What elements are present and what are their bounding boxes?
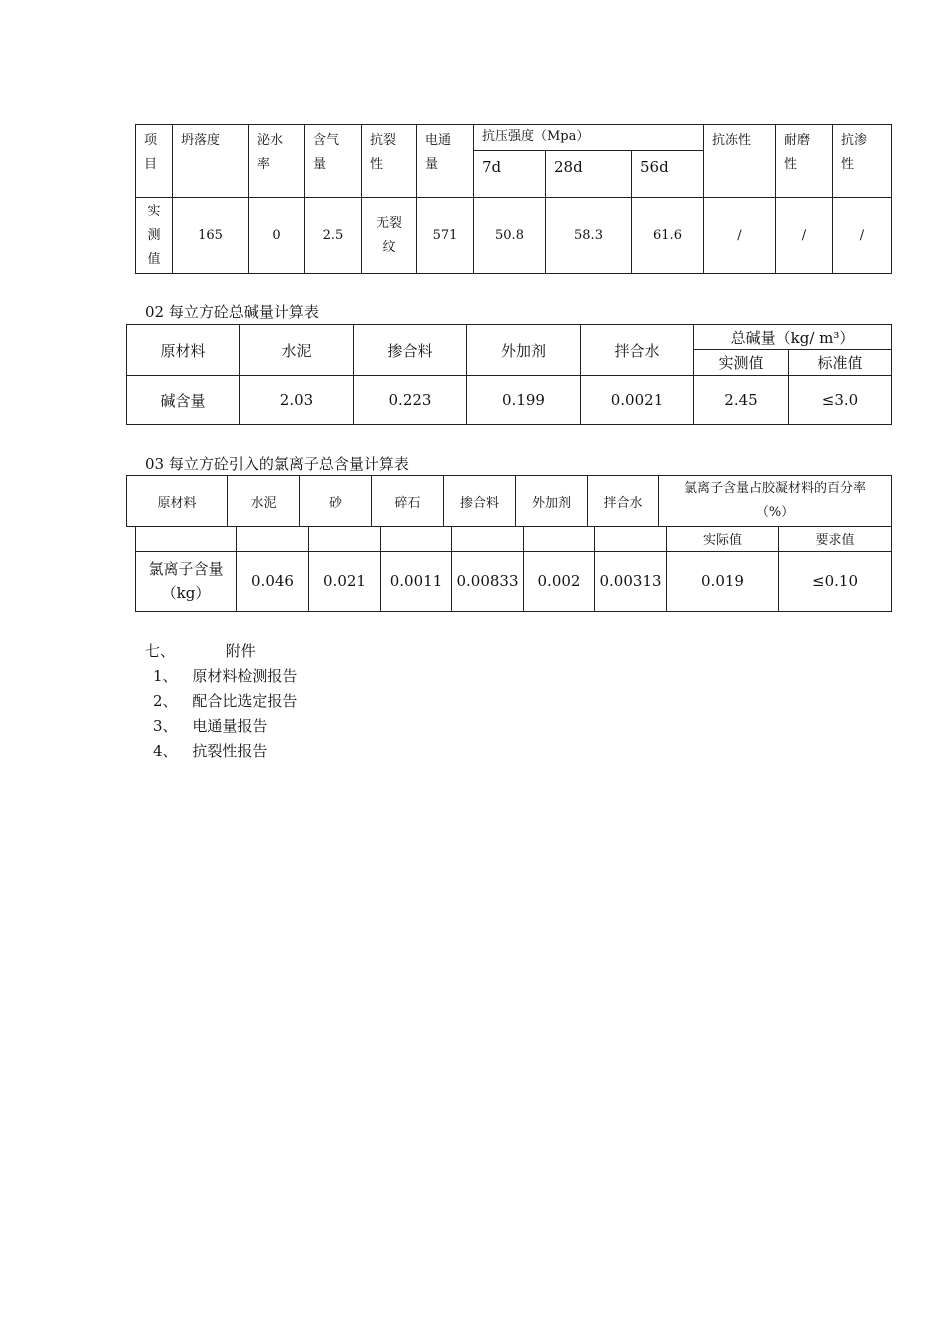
- header-additive: 外加剂: [467, 325, 581, 376]
- strength-28d-value: 58.3: [546, 198, 632, 274]
- heading-number: 七、: [145, 642, 176, 660]
- header-crack: 抗裂 性: [362, 125, 417, 198]
- header-cement: 水泥: [240, 325, 354, 376]
- row-label-measured: 实 测 值: [136, 198, 173, 274]
- crack-value: 无裂 纹: [362, 198, 417, 274]
- air-value: 2.5: [305, 198, 362, 274]
- header-measured: 实测值: [694, 350, 789, 376]
- perm-value: /: [833, 198, 892, 274]
- header-additive: 外加剂: [516, 476, 588, 527]
- header-air: 含气 量: [305, 125, 362, 198]
- header-frost: 抗冻性: [704, 125, 776, 198]
- flux-value: 571: [417, 198, 474, 274]
- water-chloride: 0.00313: [595, 551, 667, 611]
- header-bleed: 泌水 率: [249, 125, 305, 198]
- chloride-table-caption: 03 每立方砼引入的氯离子总含量计算表: [145, 455, 409, 473]
- empty-cell: [309, 526, 381, 551]
- header-material: 原材料: [127, 476, 228, 527]
- attachments-heading: [145, 640, 256, 661]
- header-strength: 抗压强度（Mpa）: [474, 125, 704, 151]
- empty-cell: [595, 526, 667, 551]
- heading-text: 附件: [225, 642, 256, 660]
- header-perm: 抗渗 性: [833, 125, 892, 198]
- water-alkali: 0.0021: [581, 376, 694, 425]
- alkali-table-caption: 02 每立方砼总碱量计算表: [145, 303, 319, 321]
- wear-value: /: [776, 198, 833, 274]
- header-item: 项 目: [136, 125, 173, 198]
- admixture-chloride: 0.00833: [452, 551, 524, 611]
- header-mixing-water: 拌合水: [588, 476, 659, 527]
- strength-7d-value: 50.8: [474, 198, 546, 274]
- header-gravel: 碎石: [372, 476, 444, 527]
- admixture-alkali: 0.223: [354, 376, 467, 425]
- empty-cell: [524, 526, 595, 551]
- header-required: 要求值: [779, 526, 892, 551]
- header-actual: 实际值: [667, 526, 779, 551]
- gravel-chloride: 0.0011: [381, 551, 452, 611]
- attachment-item: 2、 配合比选定报告: [153, 692, 298, 710]
- header-total-alkali: 总碱量（kg/ m³）: [694, 325, 892, 350]
- row-label-chloride: 氯离子含量 （kg）: [136, 551, 237, 611]
- header-28d: 28d: [546, 151, 632, 198]
- header-wear: 耐磨 性: [776, 125, 833, 198]
- additive-chloride: 0.002: [524, 551, 595, 611]
- slump-value: 165: [173, 198, 249, 274]
- header-mixing-water: 拌合水: [581, 325, 694, 376]
- cement-alkali: 2.03: [240, 376, 354, 425]
- required-chloride: ≤0.10: [779, 551, 892, 611]
- strength-56d-value: 61.6: [632, 198, 704, 274]
- chloride-table: [135, 526, 892, 612]
- header-56d: 56d: [632, 151, 704, 198]
- empty-cell: [136, 526, 237, 551]
- standard-alkali: ≤3.0: [789, 376, 892, 425]
- performance-table: [135, 124, 892, 274]
- measured-alkali: 2.45: [694, 376, 789, 425]
- row-label-alkali: 碱含量: [127, 376, 240, 425]
- header-sand: 砂: [300, 476, 372, 527]
- sand-chloride: 0.021: [309, 551, 381, 611]
- header-slump: 坍落度: [173, 125, 249, 198]
- additive-alkali: 0.199: [467, 376, 581, 425]
- header-material: 原材料: [127, 325, 240, 376]
- cement-chloride: 0.046: [237, 551, 309, 611]
- alkali-table: [126, 324, 892, 425]
- frost-value: /: [704, 198, 776, 274]
- header-admixture: 掺合料: [444, 476, 516, 527]
- header-chloride-percent: 氯离子含量占胶凝材料的百分率 （%）: [659, 476, 892, 527]
- bleed-value: 0: [249, 198, 305, 274]
- attachment-item: 1、 原材料检测报告: [153, 667, 298, 685]
- header-cement: 水泥: [228, 476, 300, 527]
- header-admixture: 掺合料: [354, 325, 467, 376]
- chloride-header-table: [126, 475, 892, 527]
- header-flux: 电通 量: [417, 125, 474, 198]
- empty-cell: [452, 526, 524, 551]
- empty-cell: [381, 526, 452, 551]
- empty-cell: [237, 526, 309, 551]
- actual-chloride: 0.019: [667, 551, 779, 611]
- attachment-item: 4、 抗裂性报告: [153, 742, 268, 760]
- header-standard: 标准值: [789, 350, 892, 376]
- attachment-item: 3、 电通量报告: [153, 717, 268, 735]
- header-7d: 7d: [474, 151, 546, 198]
